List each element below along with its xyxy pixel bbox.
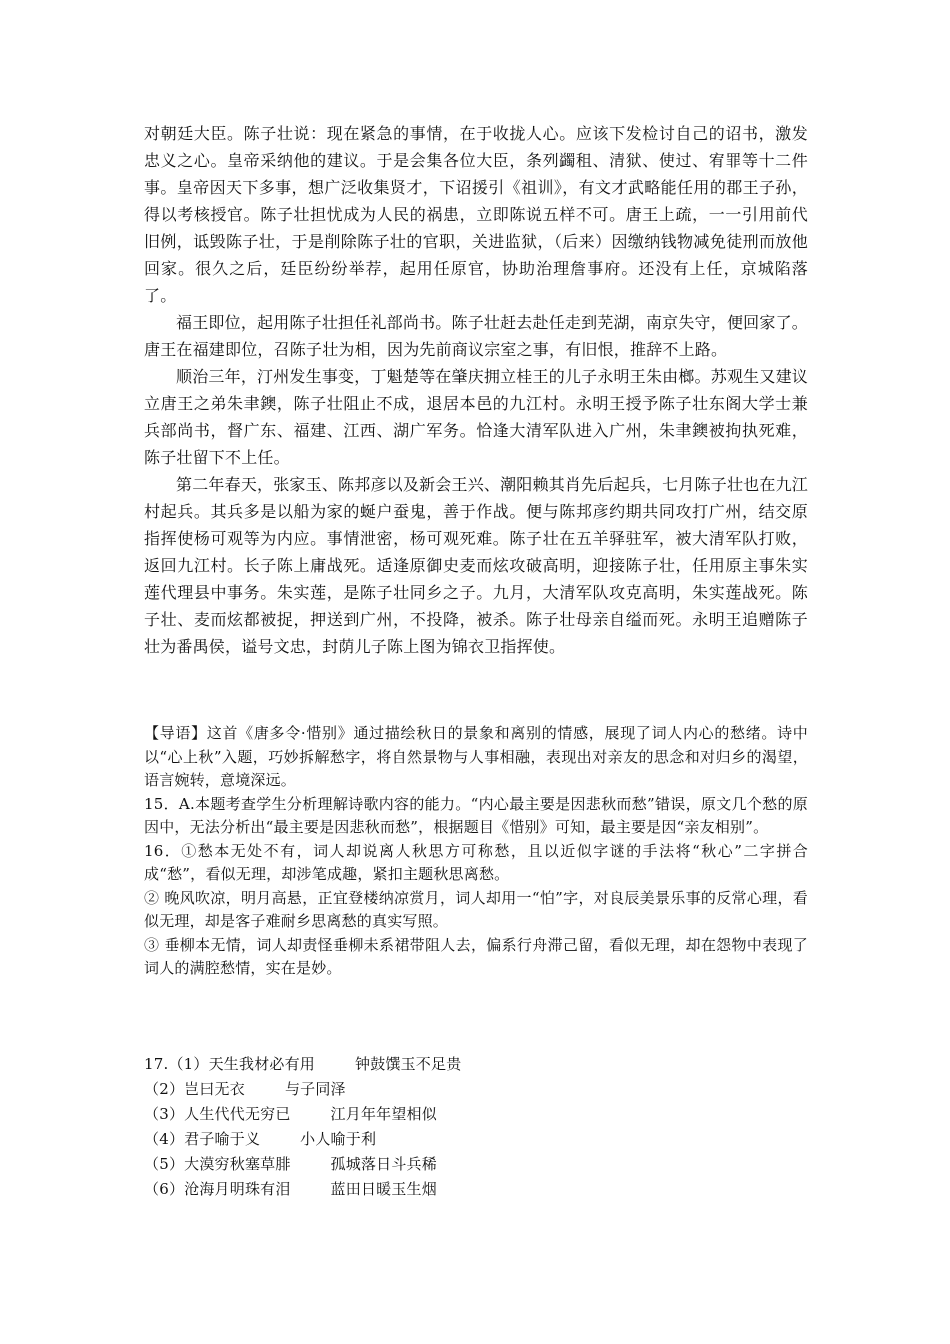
recite-row <box>144 1102 808 1127</box>
translation-paragraph: 福王即位，起用陈子壮担任礼部尚书。陈子壮赶去赴任走到芜湖，南京失守，便回家了。唐王在福建即位，召陈子壮为相，因为先前商议宗室之事，有旧恨，推辞不上路。 <box>144 313 808 359</box>
answer-16-point-3: ③ 垂柳本无情，词人却责怪垂柳未系裙带阻人去，偏系行舟滞己留，看似无理，却在怨物中表现了词人的满腔愁情，实在是妙。 <box>144 935 808 977</box>
recite-row <box>144 1152 808 1177</box>
translation-paragraph: 顺治三年，汀州发生事变，丁魁楚等在肇庆拥立桂王的儿子永明王朱由榔。苏观生又建议立唐王之弟朱聿鐭，陈子壮阻止不成，退居本邑的九江村。永明王授予陈子壮东阁大学士兼兵部尚书，督广东、福建、江西、湖广军务。恰逢大清军队进入广州，朱聿鐭被拘执死难，陈子壮留下不上任。 <box>144 367 808 467</box>
recite-line-a: （5）大漠穷秋塞草腓 <box>144 1155 291 1173</box>
recite-line-b: 蓝田日暖玉生烟 <box>330 1180 437 1198</box>
answer-16-point-2: ② 晚风吹凉，明月高悬，正宜登楼纳凉赏月，词人却用一“怕”字，对良辰美景乐事的反常心理，看似无理，却是客子难耐乡思离愁的真实写照。 <box>144 888 808 930</box>
recite-line-b: 江月年年望相似 <box>330 1105 437 1123</box>
recite-line-b: 孤城落日斗兵稀 <box>330 1155 437 1173</box>
answer-17-recitation <box>144 1052 808 1202</box>
recite-line-a: 17.（1）天生我材必有用 <box>144 1055 315 1073</box>
recite-line-a: （6）沧海月明珠有泪 <box>144 1180 291 1198</box>
translation-paragraph: 对朝廷大臣。陈子壮说：现在紧急的事情，在于收拢人心。应该下发检讨自己的诏书，激发忠义之心。皇帝采纳他的建议。于是会集各位大臣，条列蠲租、清狱、使过、宥罪等十二件事。皇帝因天下多事，想广泛收集贤才，下诏援引《祖训》，有文才武略能任用的郡王子孙，得以考核授官。陈子壮担忧成为人民的祸患，立即陈说五样不可。唐王上疏，一一引用前代旧例，诋毁陈子壮，于是削除陈子壮的官职，关进监狱，（后来）因缴纳钱物减免徒刑而放他回家。很久之后，廷臣纷纷举荐，起用任原官，协助治理詹事府。还没有上任，京城陷落了。 <box>144 124 808 305</box>
recite-line-b: 与子同泽 <box>284 1080 346 1098</box>
recite-line-b: 钟鼓馔玉不足贵 <box>355 1055 462 1073</box>
answer-16-point-1: 16．①愁本无处不有，词人却说离人秋思方可称愁，且以近似字谜的手法将“秋心”二字拼合成“愁”，看似无理，却涉笔成趣，紧扣主题秋思离愁。 <box>144 841 808 883</box>
translation-paragraph: 第二年春天，张家玉、陈邦彦以及新会王兴、潮阳赖其肖先后起兵，七月陈子壮也在九江村起兵。其兵多是以船为家的蜒户蚕鬼，善于作战。便与陈邦彦约期共同攻打广州，结交原指挥使杨可观等为内应。事情泄密，杨可观死难。陈子壮在五羊驿驻军，被大清军队打败，返回九江村。长子陈上庸战死。适逢原御史麦而炫攻破高明，迎接陈子壮，任用原主事朱实莲代理县中事务。朱实莲，是陈子壮同乡之子。九月，大清军队攻克高明，朱实莲战死。陈子壮、麦而炫都被捉，押送到广州，不投降，被杀。陈子壮母亲自缢而死。永明王追赠陈子壮为番禺侯，谥号文忠，封荫儿子陈上图为锦衣卫指挥使。 <box>144 475 808 656</box>
recite-row <box>144 1077 808 1102</box>
recite-row <box>144 1177 808 1202</box>
recite-line-a: （3）人生代代无穷已 <box>144 1105 291 1123</box>
answers-section <box>144 722 808 981</box>
recite-row <box>144 1052 808 1077</box>
recite-line-a: （4）君子喻于义 <box>144 1130 261 1148</box>
recite-line-b: 小人喻于利 <box>300 1130 377 1148</box>
translation-section <box>144 120 808 660</box>
recite-line-a: （2）岂曰无衣 <box>144 1080 245 1098</box>
answer-15: 15．A.本题考查学生分析理解诗歌内容的能力。“内心最主要是因悲秋而愁”错误，原文几个愁的原因中，无法分析出“最主要是因悲秋而愁”，根据题目《惜别》可知，最主要是因“亲友相别”。 <box>144 794 808 836</box>
recite-row <box>144 1127 808 1152</box>
poem-intro: 【导语】这首《唐多令·惜别》通过描绘秋日的景象和离别的情感，展现了词人内心的愁绪。诗中以“心上秋”入题，巧妙拆解愁字，将自然景物与人事相融，表现出对亲友的思念和对归乡的渴望，语言婉转，意境深远。 <box>144 724 808 789</box>
